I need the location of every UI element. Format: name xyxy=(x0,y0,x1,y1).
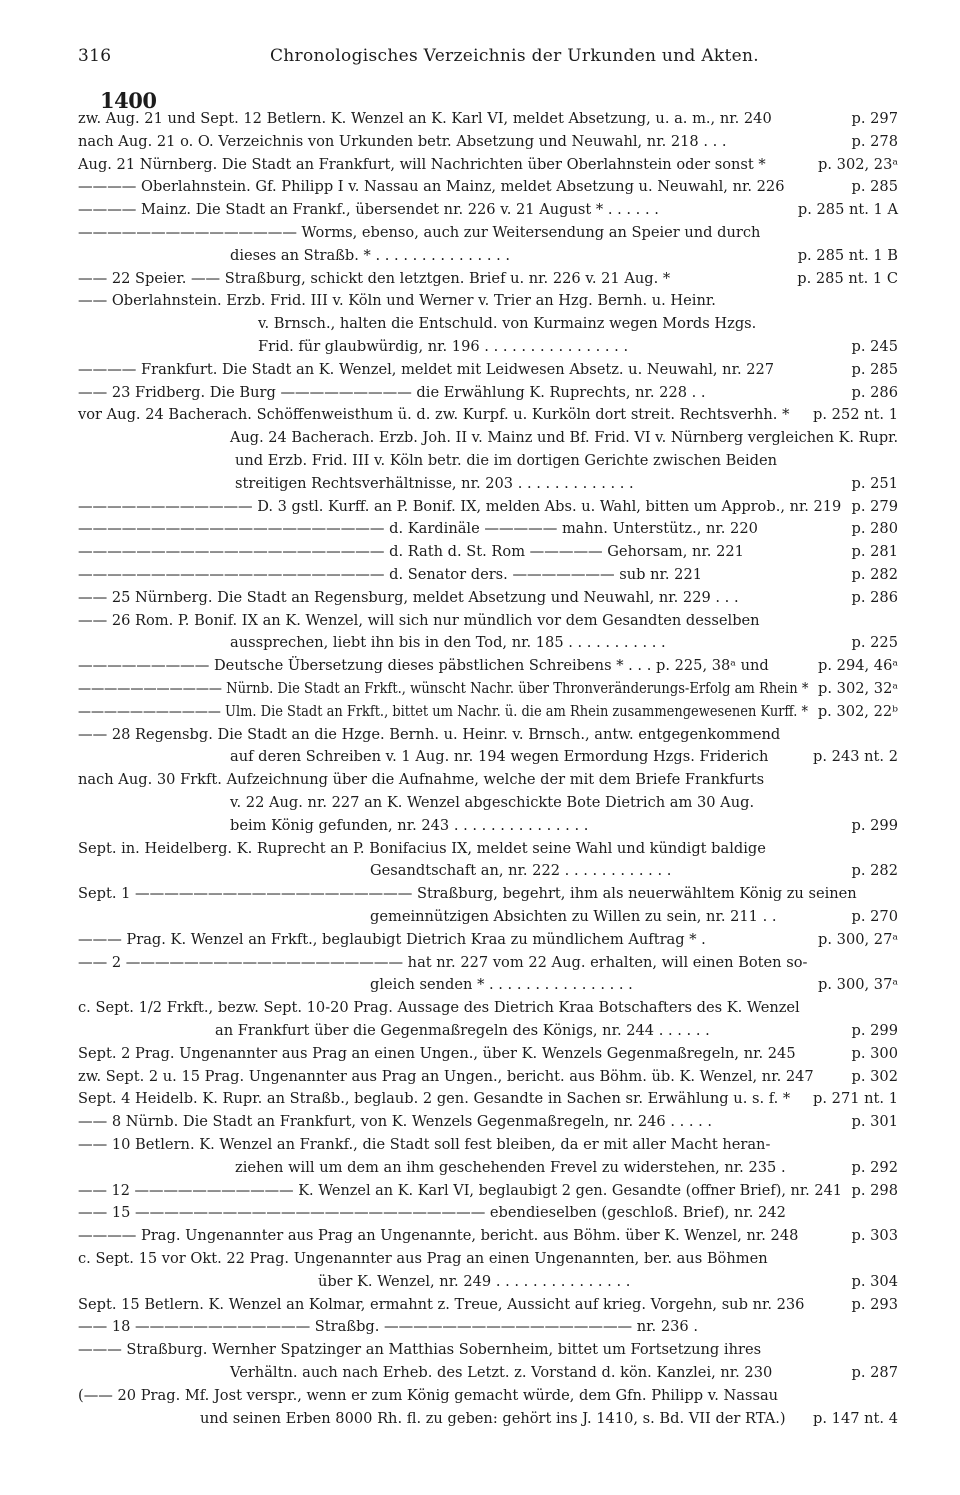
page-reference: p. 270 xyxy=(851,908,898,925)
page-number: 316 xyxy=(78,46,112,66)
entry-line xyxy=(78,929,898,951)
entry-text: —— 8 Nürnb. Die Stadt an Frankfurt, von K. Wenzels Gegenmaßregeln, nr. 246 . . . . . xyxy=(78,1113,713,1131)
entry-text: —— 10 Betlern. K. Wenzel an Frankf., die Stadt soll fest bleiben, da er mit aller Macht heran- xyxy=(78,1136,771,1153)
entry-text: und Erzb. Frid. III v. Köln betr. die im dortigen Gerichte zwischen Beiden xyxy=(235,452,778,469)
page-reference: p. 300, 27ᵃ xyxy=(818,930,898,948)
entry-text: zw. Aug. 21 und Sept. 12 Betlern. K. Wenzel an K. Karl VI, meldet Absetzung, u. a. m., nr. 240 xyxy=(78,110,772,127)
page-reference: p. 292 xyxy=(851,1158,898,1176)
page-reference: p. 287 xyxy=(851,1364,898,1381)
entry-line xyxy=(78,268,898,290)
page-reference: p. 245 xyxy=(851,338,898,355)
entry-line xyxy=(78,769,898,791)
entry-line xyxy=(78,746,898,768)
page-reference: p. 243 nt. 2 xyxy=(813,748,898,766)
page-reference: p. 285 xyxy=(851,178,898,196)
entry-text: ——————————— Ulm. Die Stadt an Frkft., bittet um Nachr. ü. die am Rhein zusammengewesenen Kurff. * xyxy=(78,702,808,720)
entry-line xyxy=(78,518,898,540)
entry-text: ————————————————————— d. Rath d. St. Rom ————— Gehorsam, nr. 221 xyxy=(78,543,744,561)
entry-text: Sept. 4 Heidelb. K. Rupr. an Straßb., beglaub. 2 gen. Gesandte in Sachen sr. Erwählung u. s. f. * xyxy=(78,1090,791,1108)
entry-text: nach Aug. 21 o. O. Verzeichnis von Urkunden betr. Absetzung und Neuwahl, nr. 218 . . . xyxy=(78,132,727,150)
entry-line xyxy=(78,632,898,654)
entry-line xyxy=(78,404,898,426)
entry-line xyxy=(78,496,898,518)
entry-line xyxy=(78,792,898,814)
entry-text: streitigen Rechtsverhältnisse, nr. 203 . . . . . . . . . . . . . xyxy=(235,474,634,492)
entry-line xyxy=(78,1362,898,1384)
page-reference: p. 252 nt. 1 xyxy=(813,406,898,424)
entry-line xyxy=(78,906,898,928)
entry-line xyxy=(78,131,898,153)
entry-line xyxy=(78,838,898,860)
entry-text: vor Aug. 24 Bacherach. Schöffenweisthum ü. d. zw. Kurpf. u. Kurköln dort streit. Rechtsverhh. * xyxy=(78,406,790,424)
entry-text: ——— Straßburg. Wernher Spatzinger an Matthias Sobernheim, bittet um Fortsetzung ihres xyxy=(78,1341,762,1359)
entry-line xyxy=(78,222,898,244)
entry-line xyxy=(78,564,898,586)
entry-line xyxy=(78,655,898,677)
entry-text: Sept. in. Heidelberg. K. Ruprecht an P. Bonifacius IX, meldet seine Wahl und kündigt baldige xyxy=(78,839,766,857)
page-reference: p. 251 xyxy=(851,474,898,492)
entry-text: c. Sept. 1/2 Frkft., bezw. Sept. 10-20 Prag. Aussage des Dietrich Kraa Botschafters des K. Wenzel xyxy=(78,999,800,1017)
entry-line xyxy=(78,1020,898,1042)
entry-line xyxy=(78,1294,898,1316)
running-title: Chronologisches Verzeichnis der Urkunden und Akten. xyxy=(270,46,759,66)
entry-line xyxy=(78,587,898,609)
entry-line xyxy=(78,1385,898,1407)
entry-line xyxy=(78,974,898,996)
entry-text: Aug. 21 Nürnberg. Die Stadt an Frankfurt, will Nachrichten über Oberlahnstein oder sonst * xyxy=(78,155,766,173)
entry-line xyxy=(78,290,898,312)
entry-line xyxy=(78,1066,898,1088)
entry-text: und seinen Erben 8000 Rh. fl. zu geben: gehört ins J. 1410, s. Bd. VII der RTA.) xyxy=(200,1409,786,1427)
entry-line xyxy=(78,610,898,632)
entry-text: Aug. 24 Bacherach. Erzb. Joh. II v. Mainz und Bf. Frid. VI v. Nürnberg vergleichen K. Rupr. xyxy=(230,429,899,447)
entry-line xyxy=(78,1043,898,1065)
entry-text: Sept. 15 Betlern. K. Wenzel an Kolmar, ermahnt z. Treue, Aussicht auf krieg. Vorgehn, sub nr. 236 xyxy=(78,1295,805,1313)
entry-line xyxy=(78,1408,898,1430)
entry-text: ——————————————— Worms, ebenso, auch zur Weitersendung an Speier und durch xyxy=(78,224,761,241)
page-reference: p. 301 xyxy=(851,1113,898,1131)
entry-line xyxy=(78,336,898,358)
entry-line xyxy=(78,108,898,130)
entry-text: ————————————————————— d. Kardinäle ————— mahn. Unterstütz., nr. 220 xyxy=(78,520,758,538)
page-reference: p. 302, 22ᵇ xyxy=(817,702,898,720)
page-reference: p. 285 nt. 1 B xyxy=(797,246,898,264)
entry-line xyxy=(78,1271,898,1293)
entry-text: ——— Prag. K. Wenzel an Frkft., beglaubigt Dietrich Kraa zu mündlichem Auftrag * . xyxy=(78,930,706,948)
entry-line xyxy=(78,1134,898,1156)
entry-line xyxy=(78,701,898,723)
entry-text: auf deren Schreiben v. 1 Aug. nr. 194 wegen Ermordung Hzgs. Friderich xyxy=(230,748,769,766)
entry-line xyxy=(78,199,898,221)
entry-text: —— 15 ———————————————————————— ebendieselben (geschloß. Brief), nr. 242 xyxy=(78,1204,786,1222)
entry-text: Sept. 2 Prag. Ungenannter aus Prag an einen Ungen., über K. Wenzels Gegenmaßregeln, nr. 245 xyxy=(78,1044,796,1062)
entry-line xyxy=(78,1111,898,1133)
entry-line xyxy=(78,245,898,267)
year-heading: 1400 xyxy=(100,88,157,113)
page-reference: p. 302, 32ᵃ xyxy=(818,680,898,697)
entry-text: —— 26 Rom. P. Bonif. IX an K. Wenzel, will sich nur mündlich vor dem Gesandten desselben xyxy=(78,611,760,629)
entry-text: zw. Sept. 2 u. 15 Prag. Ungenannter aus Prag an Ungen., bericht. aus Böhm. üb. K. Wenzel, nr. 247 xyxy=(78,1067,814,1085)
entry-line xyxy=(78,427,898,449)
page-reference: p. 298 xyxy=(851,1181,898,1199)
page-reference: p. 225 xyxy=(851,634,898,652)
page-reference: p. 285 xyxy=(851,360,898,378)
entry-text: (—— 20 Prag. Mf. Jost verspr., wenn er zum König gemacht würde, dem Gfn. Philipp v. Nassau xyxy=(78,1386,779,1404)
entry-text: gleich senden * . . . . . . . . . . . . . . . . xyxy=(370,976,633,994)
entry-line xyxy=(78,154,898,176)
entry-text: ——————————— Nürnb. Die Stadt an Frkft., wünscht Nachr. über Thronveränderungs-Erfolg am Rhein * xyxy=(78,680,809,697)
entry-line xyxy=(78,1180,898,1202)
entry-line xyxy=(78,1202,898,1224)
entry-text: dieses an Straßb. * . . . . . . . . . . . . . . . xyxy=(230,246,511,264)
page-reference: p. 279 xyxy=(851,497,898,515)
entry-text: Frid. für glaubwürdig, nr. 196 . . . . . . . . . . . . . . . . xyxy=(258,338,629,355)
entry-line xyxy=(78,883,898,905)
entry-text: —— 28 Regensbg. Die Stadt an die Hzge. Bernh. u. Heinr. v. Brnsch., antw. entgegenkommend xyxy=(78,725,781,743)
entry-text: ———— Oberlahnstein. Gf. Philipp I v. Nassau an Mainz, meldet Absetzung u. Neuwahl, nr. 226 xyxy=(78,178,785,196)
page-reference: p. 304 xyxy=(851,1272,898,1290)
entry-text: —— 23 Fridberg. Die Burg ————————— die Erwählung K. Ruprechts, nr. 228 . . xyxy=(78,383,706,401)
entry-text: ———— Prag. Ungenannter aus Prag an Ungenannte, bericht. aus Böhm. über K. Wenzel, nr. 248 xyxy=(78,1227,799,1245)
entry-line xyxy=(78,1088,898,1110)
page-reference: p. 303 xyxy=(851,1227,898,1245)
entry-line xyxy=(78,176,898,198)
page-reference: p. 282 xyxy=(851,566,898,583)
entry-line xyxy=(78,1339,898,1361)
entry-line xyxy=(78,860,898,882)
entry-text: ———————————— D. 3 gstl. Kurff. an P. Bonif. IX, melden Abs. u. Wahl, bitten um Approb., nr. 219 xyxy=(78,497,842,515)
entry-text: Sept. 1 ——————————————————— Straßburg, begehrt, ihm als neuerwähltem König zu seinen xyxy=(78,885,857,903)
entry-line xyxy=(78,952,898,974)
entry-text: ————————— Deutsche Übersetzung dieses päbstlichen Schreibens * . . . p. 225, 38ᵃ und xyxy=(78,657,769,675)
entry-text: Verhältn. auch nach Erheb. des Letzt. z. Vorstand d. kön. Kanzlei, nr. 230 xyxy=(230,1364,773,1381)
entry-line xyxy=(78,724,898,746)
entry-line xyxy=(78,450,898,472)
entry-text: —— 12 ——————————— K. Wenzel an K. Karl VI, beglaubigt 2 gen. Gesandte (offner Brief), nr. 241 xyxy=(78,1181,842,1199)
entry-text: v. Brnsch., halten die Entschuld. von Kurmainz wegen Mords Hzgs. xyxy=(258,315,757,333)
page-reference: p. 271 nt. 1 xyxy=(813,1090,898,1108)
page-reference: p. 278 xyxy=(851,132,898,150)
entry-line xyxy=(78,997,898,1019)
entry-text: —— Oberlahnstein. Erzb. Frid. III v. Köln und Werner v. Trier an Hzg. Bernh. u. Heinr. xyxy=(78,292,716,310)
page-reference: p. 147 nt. 4 xyxy=(813,1409,898,1427)
entry-text: ziehen will um dem an ihm geschehenden Frevel zu widerstehen, nr. 235 . xyxy=(235,1158,786,1176)
page-reference: p. 281 xyxy=(851,543,898,561)
entry-line xyxy=(78,1248,898,1270)
entry-text: ————————————————————— d. Senator ders. ——————— sub nr. 221 xyxy=(78,566,703,583)
entry-text: —— 25 Nürnberg. Die Stadt an Regensburg, meldet Absetzung und Neuwahl, nr. 229 . . . xyxy=(78,588,739,606)
entry-line xyxy=(78,815,898,837)
entry-text: c. Sept. 15 vor Okt. 22 Prag. Ungenannter aus Prag an einen Ungenannten, ber. aus Böhmen xyxy=(78,1250,768,1267)
page-reference: p. 299 xyxy=(851,816,898,834)
entry-text: gemeinnützigen Absichten zu Willen zu sein, nr. 211 . . xyxy=(370,908,777,925)
entry-line xyxy=(78,313,898,335)
entry-text: —— 2 ——————————————————— hat nr. 227 vom 22 Aug. erhalten, will einen Boten so- xyxy=(78,953,808,971)
page-reference: p. 294, 46ᵃ xyxy=(818,657,898,675)
entry-line xyxy=(78,1316,898,1338)
page-reference: p. 300 xyxy=(851,1044,898,1062)
page-reference: p. 286 xyxy=(851,383,898,401)
entry-line xyxy=(78,382,898,404)
page-reference: p. 285 nt. 1 A xyxy=(797,201,898,219)
page-reference: p. 286 xyxy=(851,588,898,606)
entry-line xyxy=(78,473,898,495)
entry-text: an Frankfurt über die Gegenmaßregeln des Königs, nr. 244 . . . . . . xyxy=(215,1022,710,1039)
page-reference: p. 299 xyxy=(851,1022,898,1039)
page-reference: p. 280 xyxy=(851,520,898,538)
entry-text: —— 22 Speier. —— Straßburg, schickt den letztgen. Brief u. nr. 226 v. 21 Aug. * xyxy=(78,269,671,287)
entry-text: aussprechen, liebt ihn bis in den Tod, nr. 185 . . . . . . . . . . . xyxy=(230,634,666,652)
entry-text: —— 18 ———————————— Straßbg. ————————————————— nr. 236 . xyxy=(78,1318,698,1336)
page-reference: p. 293 xyxy=(851,1295,898,1313)
page-reference: p. 300, 37ᵃ xyxy=(818,976,898,994)
entry-line xyxy=(78,359,898,381)
entry-text: nach Aug. 30 Frkft. Aufzeichnung über die Aufnahme, welche der mit dem Briefe Frankfurts xyxy=(78,771,765,789)
entry-text: ———— Frankfurt. Die Stadt an K. Wenzel, meldet mit Leidwesen Absetz. u. Neuwahl, nr. 227 xyxy=(78,360,775,378)
page-reference: p. 302, 23ᵃ xyxy=(818,155,898,173)
entry-line xyxy=(78,678,898,700)
entry-text: ———— Mainz. Die Stadt an Frankf., übersendet nr. 226 v. 21 August * . . . . . . xyxy=(78,201,659,219)
page-reference: p. 297 xyxy=(851,110,898,127)
entry-text: Gesandtschaft an, nr. 222 . . . . . . . . . . . . xyxy=(370,862,672,880)
page-reference: p. 285 nt. 1 C xyxy=(797,269,898,287)
page-reference: p. 282 xyxy=(851,862,898,880)
entry-line xyxy=(78,1225,898,1247)
entry-line xyxy=(78,541,898,563)
entry-text: über K. Wenzel, nr. 249 . . . . . . . . . . . . . . . xyxy=(318,1272,631,1290)
entry-line xyxy=(78,1157,898,1179)
page-reference: p. 302 xyxy=(851,1067,898,1085)
entry-text: v. 22 Aug. nr. 227 an K. Wenzel abgeschickte Bote Dietrich am 30 Aug. xyxy=(230,794,755,811)
entry-text: beim König gefunden, nr. 243 . . . . . . . . . . . . . . . xyxy=(230,816,589,834)
